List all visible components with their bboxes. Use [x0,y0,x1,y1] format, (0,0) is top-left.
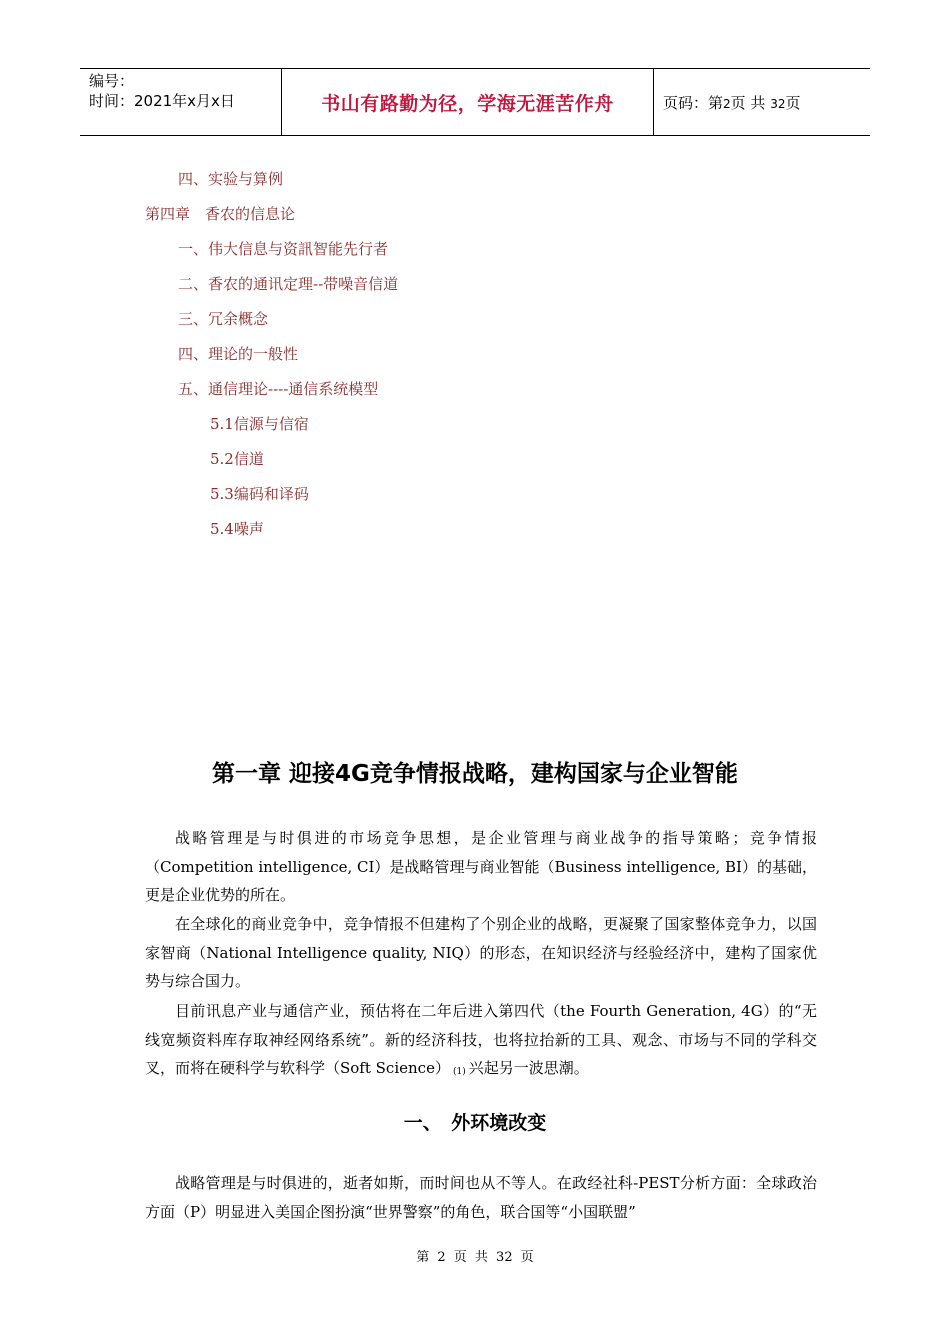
footnote-marker[interactable]: (1) [452,1067,466,1077]
toc-item[interactable]: 5.2信道 [210,450,264,468]
toc-item[interactable]: 四、实验与算例 [178,170,284,188]
page-footer: 第 2 页 共 32 页 [416,1250,534,1265]
body-paragraph: 在全球化的商业竞争中，竞争情报不但建构了个别企业的战略，更凝聚了国家整体竞争力，以国家智商（National Intelligence quality, NIQ）的形态，在知识经济与经验经济中，建构了国家优势与综合国力。 [145,915,817,990]
page-header [80,68,870,136]
toc-item[interactable]: 二、香农的通讯定理--带噪音信道 [178,275,399,293]
toc-item[interactable]: 三、冗余概念 [178,310,269,328]
header-divider [653,69,654,135]
toc-item[interactable]: 5.3编码和译码 [210,485,309,503]
document-date-label: 时间：2021年x月x日 [89,92,235,110]
body-paragraph: 战略管理是与时俱进的市场竞争思想，是企业管理与商业战争的指导策略；竞争情报（Competition intelligence, CI）是战略管理与商业智能（Business intelligence, BI）的基础，更是企业优势的所在。 [145,829,817,904]
toc-item[interactable]: 五、通信理论----通信系统模型 [178,380,379,398]
header-meta [89,71,279,111]
chapter-title: 第一章 迎接4G竞争情报战略，建构国家与企业智能 [212,761,738,787]
document-number-label: 编号： [89,72,135,90]
section-title: 一、 外环境改变 [403,1112,547,1134]
header-page-number: 页码：第2页 共 32页 [663,94,801,112]
toc-item[interactable]: 5.1信源与信宿 [210,415,309,433]
body-paragraph: 战略管理是与时俱进的，逝者如斯，而时间也从不等人。在政经社科-PEST分析方面：全球政治方面（P）明显进入美国企图扮演“世界警察”的角色，联合国等“小国联盟” [145,1174,817,1221]
header-motto: 书山有路勤为径，学海无涯苦作舟 [321,93,614,115]
toc-item[interactable]: 一、伟大信息与资訊智能先行者 [178,240,389,258]
toc-item[interactable]: 四、理论的一般性 [178,345,299,363]
toc-item[interactable]: 5.4噪声 [210,520,264,538]
body-paragraph: 目前讯息产业与通信产业，预估将在二年后进入第四代（the Fourth Generation, 4G）的“无线宽频资料库存取神经网络系统”。新的经济科技，也将拉抬新的工具、观念、市场与不同的学科交叉，而将在硬科学与软科学（Soft Science） $_{(1)}$ 兴起另一波思潮。 [145,1002,817,1077]
toc-item[interactable]: 第四章 香农的信息论 [145,205,296,223]
